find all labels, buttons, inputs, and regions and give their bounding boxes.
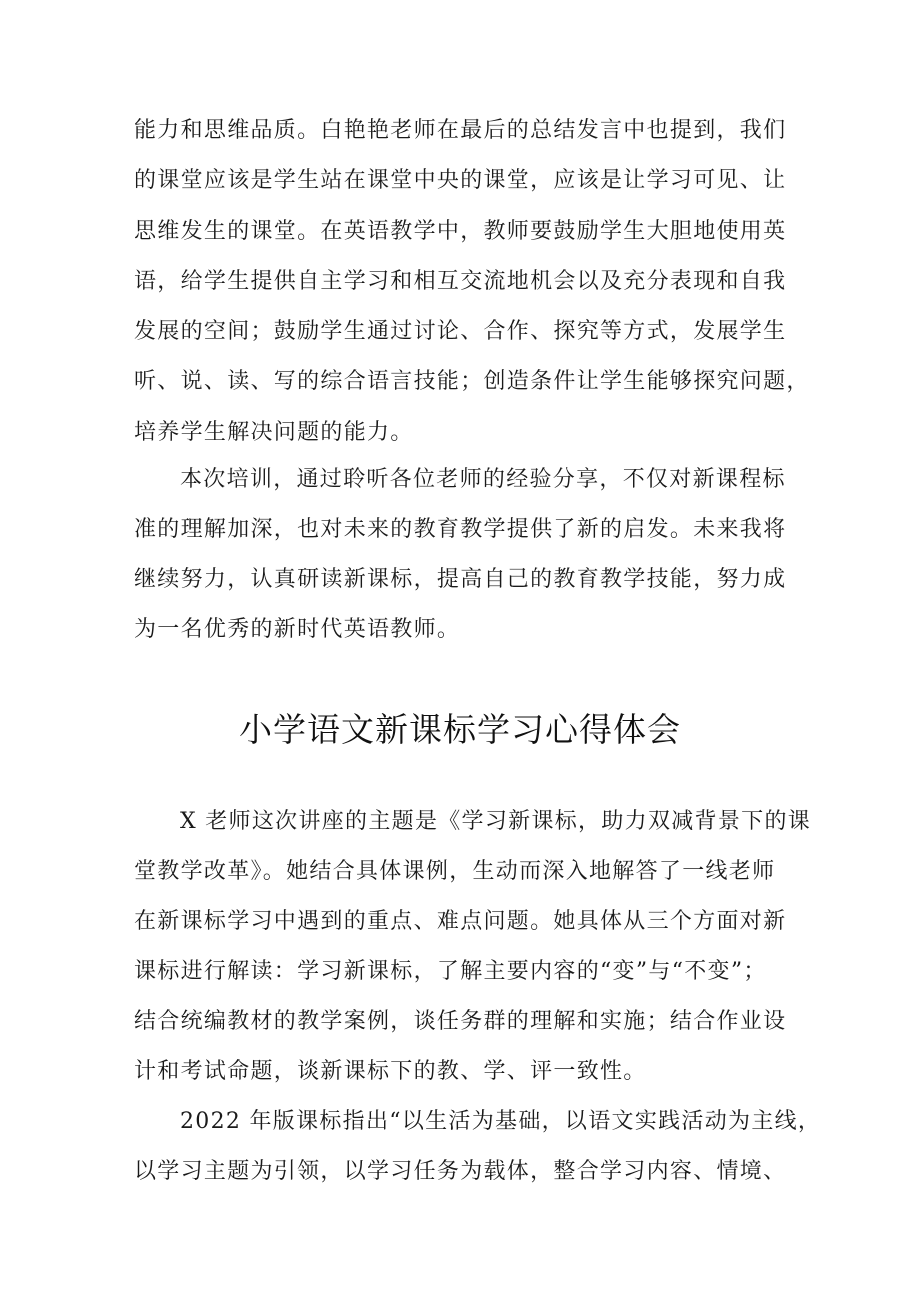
paragraph-line: 课标进行解读：学习新课标，了解主要内容的“变”与“不变”； bbox=[134, 959, 767, 984]
paragraph-line: 听、说、读、写的综合语言技能；创造条件让学生能够探究问题， bbox=[134, 369, 810, 394]
paragraph-line: 准的理解加深，也对未来的教育教学提供了新的启发。未来我将 bbox=[134, 517, 787, 542]
paragraph-line: 堂教学改革》。她结合具体课例，生动而深入地解答了一线老师 bbox=[134, 859, 776, 884]
paragraph-line: 发展的空间；鼓励学生通过讨论、合作、探究等方式，发展学生 bbox=[134, 319, 787, 344]
paragraph-line: 计和考试命题，谈新课标下的教、学、评一致性。 bbox=[134, 1059, 647, 1084]
paragraph-line: 的课堂应该是学生站在课堂中央的课堂，应该是让学习可见、让 bbox=[134, 168, 787, 193]
paragraph-line: 结合统编教材的教学案例，谈任务群的理解和实施；结合作业设 bbox=[134, 1009, 787, 1034]
paragraph-line: 本次培训，通过聆听各位老师的经验分享，不仅对新课程标 bbox=[180, 467, 786, 492]
paragraph-line: 语，给学生提供自主学习和相互交流地机会以及充分表现和自我 bbox=[134, 269, 787, 294]
paragraph-line: 在新课标学习中遇到的重点、难点问题。她具体从三个方面对新 bbox=[134, 909, 787, 934]
paragraph-line: 以学习主题为引领，以学习任务为载体，整合学习内容、情境、 bbox=[134, 1159, 787, 1184]
paragraph-line: 继续努力，认真研读新课标，提高自己的教育教学技能，努力成 bbox=[134, 567, 787, 592]
paragraph-line: 2022 年版课标指出“以生活为基础，以语文实践活动为主线， bbox=[180, 1109, 822, 1134]
paragraph-line: 培养学生解决问题的能力。 bbox=[134, 420, 414, 445]
paragraph-line: 思维发生的课堂。在英语教学中，教师要鼓励学生大胆地使用英 bbox=[134, 219, 787, 244]
paragraph-line: X 老师这次讲座的主题是《学习新课标，助力双减背景下的课 bbox=[180, 809, 812, 834]
section-title: 小学语文新课标学习心得体会 bbox=[239, 710, 681, 749]
paragraph-line: 能力和思维品质。白艳艳老师在最后的总结发言中也提到，我们 bbox=[134, 118, 787, 143]
paragraph-line: 为一名优秀的新时代英语教师。 bbox=[134, 617, 461, 642]
